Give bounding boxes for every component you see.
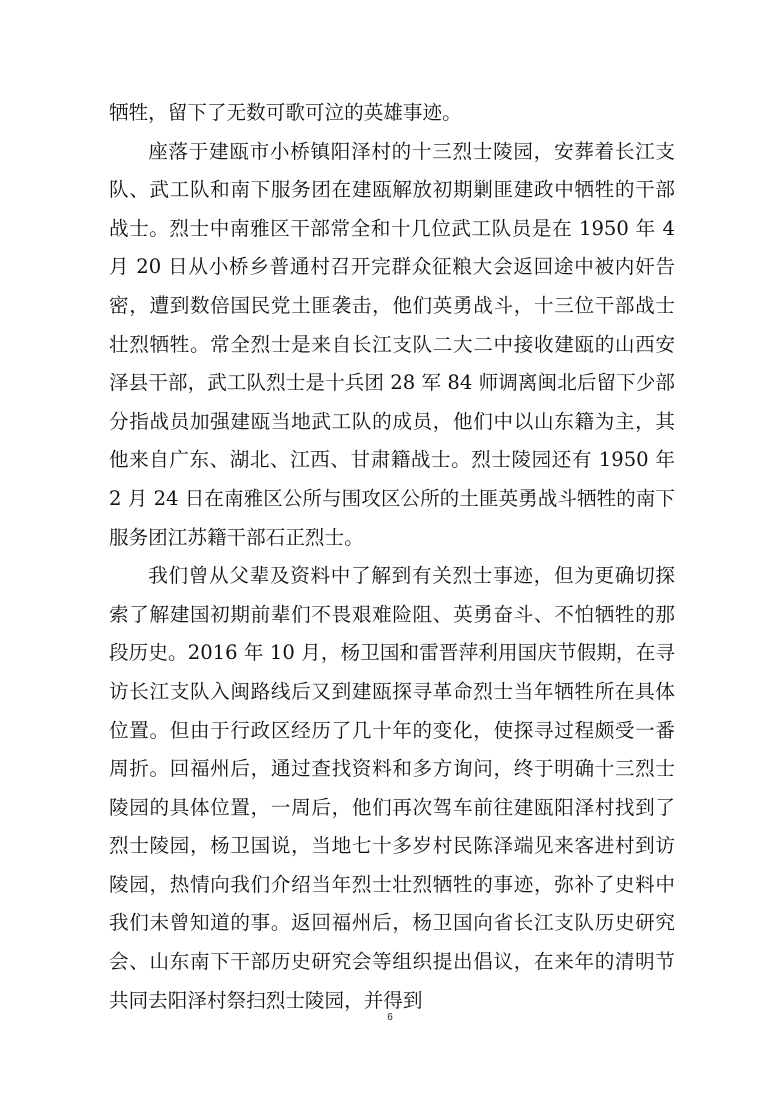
page-number: 6 (387, 1012, 393, 1023)
paragraph-3: 我们曾从父辈及资料中了解到有关烈士事迹，但为更确切探索了解建国初期前辈们不畏艰难险阻、英勇奋斗、不怕牺牲的那段历史。2016 年 10 月，杨卫国和雷晋萍利用国庆节假期，在寻访长江支队入闽路线后又到建瓯探寻革命烈士当年牺牲所在具体位置。但由于行政区经历了几十年的变化，使探寻过程颇受一番周折。回福州后，通过查找资料和多方询问，终于明确十三烈士陵园的具体位置，一周后，他们再次驾车前往建瓯阳泽村找到了烈士陵园，杨卫国说，当地七十多岁村民陈泽端见来客进村到访陵园，热情向我们介绍当年烈士壮烈牺牲的事迹，弥补了史料中我们未曾知道的事。返回福州后，杨卫国向省长江支队历史研究会、山东南下干部历史研究会等组织提出倡议，在来年的清明节共同去阳泽村祭扫烈士陵园，并得到 (109, 564, 675, 1012)
paragraph-1: 牺牲，留下了无数可歌可泣的英雄事迹。 (109, 101, 462, 124)
paragraph-2: 座落于建瓯市小桥镇阳泽村的十三烈士陵园，安葬着长江支队、武工队和南下服务团在建瓯解放初期剿匪建政中牺牲的干部战士。烈士中南雅区干部常全和十几位武工队员是在 1950 年 4 月 20 日从小桥乡普通村召开完群众征粮大会返回途中被内奸告密，遭到数倍国民党土匪袭击，他们英勇战斗，十三位干部战士壮烈牺牲。常全烈士是来自长江支队二大二中接收建瓯的山西安泽县干部，武工队烈士是十兵团 28 军 84 师调离闽北后留下少部分指战员加强建瓯当地武工队的成员，他们中以山东籍为主，其他来自广东、湖北、江西、甘肃籍战士。烈士陵园还有 1950 年 2 月 24 日在南雅区公所与围攻区公所的土匪英勇战斗牺牲的南下服务团江苏籍干部石正烈士。 (109, 139, 675, 549)
body-text (109, 94, 675, 1020)
